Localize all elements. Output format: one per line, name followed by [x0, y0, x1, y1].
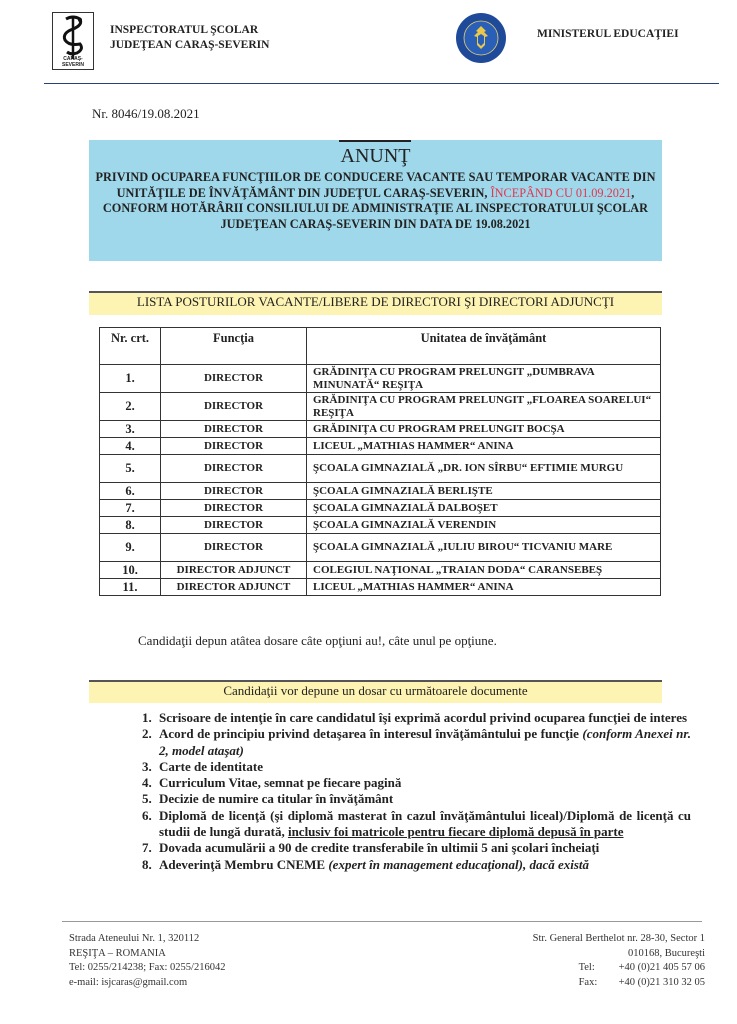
- government-seal: [455, 12, 507, 64]
- table-row: [100, 500, 661, 517]
- row-number: 3.: [100, 421, 161, 438]
- row-unit: GRĂDINIŢA CU PROGRAM PRELUNGIT BOCŞA: [307, 421, 661, 438]
- row-function: DIRECTOR: [161, 438, 307, 455]
- document-item-note: (expert în management educaţional), dacă există: [328, 856, 590, 872]
- inspectorate-line-2: JUDEŢEAN CARAŞ-SEVERIN: [110, 39, 270, 51]
- row-unit: ŞCOALA GIMNAZIALĂ BERLIŞTE: [307, 483, 661, 500]
- subtitle-part-2: , CONFORM HOTĂRÂRII CONSILIULUI DE ADMINISTRAŢIE AL INSPECTORATULUI ŞCOLAR JUDEŢEAN CARAŞ-SEVERIN DIN DATA DE 19.08.2021: [102, 185, 649, 231]
- table-row: [100, 365, 661, 393]
- ministry-address: [470, 932, 705, 990]
- row-function: DIRECTOR: [161, 365, 307, 393]
- address-line: REŞIŢA – ROMANIA: [69, 947, 166, 959]
- column-header-unit: Unitatea de învăţământ: [307, 328, 661, 365]
- document-item-text: Dovada acumulării a 90 de credite transferabile în ultimii 5 ani şcolari încheiaţi: [159, 840, 600, 856]
- row-function: DIRECTOR: [161, 393, 307, 421]
- title-overline: [339, 140, 411, 142]
- document-item-text: Carte de identitate: [159, 758, 263, 774]
- header-divider: [44, 83, 719, 84]
- subtitle-start-date: ÎNCEPÂND CU 01.09.2021: [490, 185, 632, 200]
- table-row: [100, 421, 661, 438]
- row-number: 8.: [100, 517, 161, 534]
- phone-label: Tel:: [578, 962, 595, 973]
- phone-value: +40 (0)21 405 57 06: [618, 962, 705, 973]
- inspectorate-line-1: INSPECTORATUL ŞCOLAR: [110, 24, 259, 36]
- table-row: [100, 393, 661, 421]
- email-line: e-mail: isjcaras@gmail.com: [69, 976, 188, 988]
- list-item: [155, 840, 691, 856]
- documents-heading: Candidaţii vor depune un dosar cu următoarele documente: [223, 683, 528, 698]
- document-item-note: (conform Anexei nr. 2, model ataşat): [159, 726, 691, 758]
- row-number: 4.: [100, 438, 161, 455]
- phone-fax-line: Tel: 0255/214238; Fax: 0255/216042: [69, 962, 226, 973]
- row-function: DIRECTOR: [161, 500, 307, 517]
- county-logo: [52, 12, 94, 70]
- column-header-function: Funcţia: [161, 328, 307, 365]
- list-item: [155, 791, 691, 807]
- list-item: [155, 759, 691, 775]
- address-line: Str. General Berthelot nr. 28-30, Sector 1: [532, 933, 705, 944]
- row-number: 2.: [100, 393, 161, 421]
- vacancies-table: [99, 327, 661, 596]
- table-row: [100, 579, 661, 596]
- inspectorate-name: [110, 23, 269, 53]
- fax-label: Fax:: [578, 976, 598, 988]
- table-header-row: [100, 328, 661, 365]
- list-item: [155, 857, 691, 873]
- table-row: [100, 517, 661, 534]
- row-function: DIRECTOR: [161, 483, 307, 500]
- row-unit: LICEUL „MATHIAS HAMMER“ ANINA: [307, 579, 661, 596]
- document-item-text: Decizie de numire ca titular în învăţământ: [159, 791, 394, 807]
- row-number: 7.: [100, 500, 161, 517]
- phone-line: [470, 961, 705, 976]
- table-row: [100, 483, 661, 500]
- fax-line: [470, 976, 705, 991]
- fax-value: +40 (0)21 310 32 05: [618, 976, 705, 988]
- row-function: DIRECTOR ADJUNCT: [161, 579, 307, 596]
- document-item-text: Diplomă de licenţă (şi diplomă masterat în cazul învăţământului liceal)/Diplomă de licenţă cu studii de lungă durată,: [159, 807, 691, 840]
- document-number: Nr. 8046/19.08.2021: [92, 106, 200, 121]
- list-heading: LISTA POSTURILOR VACANTE/LIBERE DE DIRECTORI ŞI DIRECTORI ADJUNCŢI: [136, 294, 615, 309]
- coat-of-arms-icon: [455, 12, 507, 64]
- document-item-text: Curriculum Vitae, semnat pe fiecare pagină: [159, 775, 402, 791]
- row-function: DIRECTOR: [161, 534, 307, 562]
- document-item-text: Scrisoare de intenţie în care candidatul îşi exprimă acordul privind ocuparea funcţiei de interes: [159, 710, 688, 725]
- row-unit: ŞCOALA GIMNAZIALĂ DALBOŞET: [307, 500, 661, 517]
- list-item: [155, 775, 691, 791]
- row-unit: GRĂDINIŢA CU PROGRAM PRELUNGIT „DUMBRAVA MINUNATĂ“ REŞIŢA: [307, 365, 661, 393]
- announcement-title: ANUNŢ: [340, 145, 411, 167]
- required-documents-list: [135, 710, 691, 873]
- document-item-text: Adeverinţă Membru CNEME: [159, 856, 326, 872]
- row-unit: ŞCOALA GIMNAZIALĂ „DR. ION SÎRBU“ EFTIMIE MURGU: [307, 455, 661, 483]
- row-function: DIRECTOR: [161, 517, 307, 534]
- table-row: [100, 438, 661, 455]
- column-header-nr: Nr. crt.: [100, 328, 161, 365]
- row-unit: ŞCOALA GIMNAZIALĂ VERENDIN: [307, 517, 661, 534]
- table-row: [100, 455, 661, 483]
- row-unit: LICEUL „MATHIAS HAMMER“ ANINA: [307, 438, 661, 455]
- serpent-staff-icon: [53, 13, 93, 61]
- row-number: 5.: [100, 455, 161, 483]
- row-unit: GRĂDINIŢA CU PROGRAM PRELUNGIT „FLOAREA SOARELUI“ REŞIŢA: [307, 393, 661, 421]
- row-unit: COLEGIUL NAŢIONAL „TRAIAN DODA“ CARANSEBEŞ: [307, 562, 661, 579]
- inspectorate-address: [69, 932, 225, 990]
- row-function: DIRECTOR: [161, 421, 307, 438]
- list-item: [155, 808, 691, 841]
- row-function: DIRECTOR ADJUNCT: [161, 562, 307, 579]
- row-unit: ŞCOALA GIMNAZIALĂ „IULIU BIROU“ TICVANIU MARE: [307, 534, 661, 562]
- row-number: 9.: [100, 534, 161, 562]
- list-item: [155, 710, 691, 726]
- announcement-subtitle: [94, 170, 657, 232]
- document-item-text: Acord de principiu privind detaşarea în interesul învăţământului pe funcţie: [159, 726, 579, 742]
- application-note: Candidaţii depun atâtea dosare câte opţiuni au!, câte unul pe opţiune.: [138, 633, 497, 648]
- subtitle-part-1: PRIVIND OCUPAREA FUNCŢIILOR DE CONDUCERE VACANTE SAU TEMPORAR VACANTE DIN UNITĂŢILE DE ÎNVĂŢĂMÂNT DIN JUDEŢUL CARAŞ-SEVERIN,: [95, 170, 656, 200]
- row-number: 1.: [100, 365, 161, 393]
- logo-caption: CARAŞ-SEVERIN: [62, 56, 84, 68]
- list-item: [155, 726, 691, 759]
- row-number: 11.: [100, 579, 161, 596]
- address-line: Strada Ateneului Nr. 1, 320112: [69, 933, 200, 944]
- address-line: 010168, Bucureşti: [628, 947, 705, 959]
- ministry-name: MINISTERUL EDUCAŢIEI: [537, 28, 679, 40]
- table-row: [100, 534, 661, 562]
- document-item-underlined: inclusiv foi matricole pentru fiecare diplomă depusă în parte: [287, 824, 624, 840]
- table-row: [100, 562, 661, 579]
- row-number: 10.: [100, 562, 161, 579]
- row-number: 6.: [100, 483, 161, 500]
- footer-divider: [62, 921, 702, 922]
- row-function: DIRECTOR: [161, 455, 307, 483]
